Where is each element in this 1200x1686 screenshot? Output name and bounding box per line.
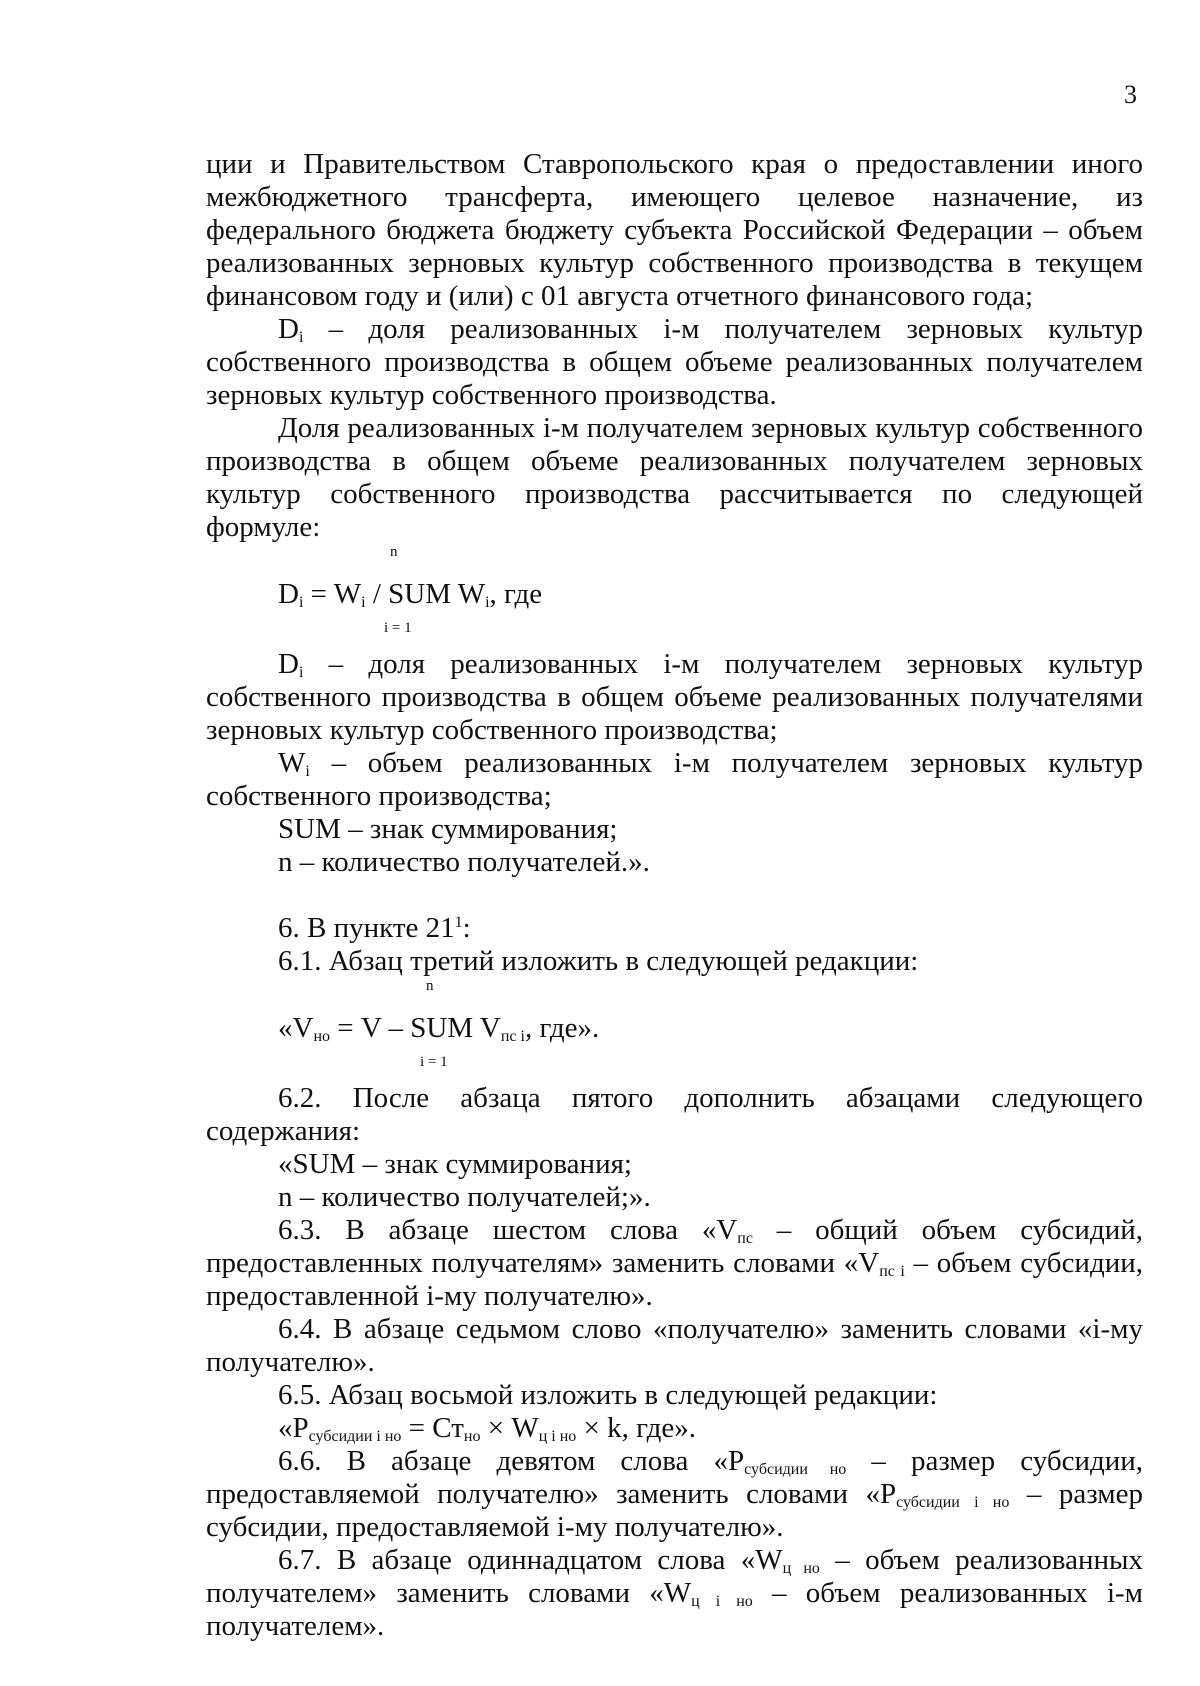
item-6-3: 6.3. В абзаце шестом слова «$V_{пс}$ – общий объем субсидий, предоставленных получателям» заменить словами «$V_{пс i}$ – объем субсидии, предоставленной i-му получателю». bbox=[206, 1214, 1143, 1312]
sum-lower-limit: i = 1 bbox=[420, 1054, 448, 1070]
paragraph-di-definition: $D_i$ – доля реализованных i-м получателем зерновых культур собственного производства в общем объеме реализованных получателем зерновых культур собственного производства. bbox=[206, 313, 1143, 411]
formula-di bbox=[278, 544, 1143, 644]
paragraph: n – количество получателей;». bbox=[278, 1181, 651, 1213]
paragraph-wi-definition: $W_i$ – объем реализованных i-м получателем зерновых культур собственного производства; bbox=[206, 747, 1143, 812]
item-6-1: 6.1. Абзац третий изложить в следующей редакции: bbox=[278, 945, 919, 977]
item-6-6: 6.6. В абзаце девятом слова «$P_{субсидии но}$ – размер субсидии, предоставляемой получателю» заменить словами «$P_{субсидии i но}$ – размер субсидии, предоставляемой i-му получателю». bbox=[206, 1445, 1144, 1543]
document-body bbox=[206, 148, 1143, 1643]
item-6-2: 6.2. После абзаца пятого дополнить абзацами следующего содержания: bbox=[206, 1082, 1143, 1147]
sum-upper-limit: n bbox=[426, 978, 434, 994]
sum-lower-limit: i = 1 bbox=[384, 620, 412, 636]
page-number: 3 bbox=[1124, 80, 1137, 109]
paragraph-di-definition-2: $D_i$ – доля реализованных i-м получателем зерновых культур собственного производства в общем объеме реализованных получателями зерновых культур собственного производства; bbox=[206, 648, 1143, 746]
formula-psubsidy: «$P_{субсидии i но} = Ст_{но} \times W_{ц i но} \times k$, где». bbox=[278, 1412, 696, 1445]
item-6-heading: 6. В пункте $21^1$: bbox=[278, 912, 471, 944]
paragraph: Доля реализованных i-м получателем зерновых культур собственного производства в общем объеме реализованных получателем зерновых культур собственного производства рассчитывается по следующей формуле: bbox=[206, 412, 1143, 543]
paragraph: n – количество получателей.». bbox=[278, 846, 650, 878]
item-6-5: 6.5. Абзац восьмой изложить в следующей редакции: bbox=[278, 1379, 938, 1411]
paragraph: «SUM – знак суммирования; bbox=[278, 1148, 632, 1180]
item-6-7: 6.7. В абзаце одиннадцатом слова «$W_{ц но}$ – объем реализованных получателем» заменить словами «$W_{ц i но}$ – объем реализованных i-м получателем». bbox=[206, 1544, 1144, 1642]
formula-vno bbox=[278, 978, 1143, 1078]
formula-vno-expression: «$V_{но} = V$ – SUM $V_{пс i}$, где». bbox=[278, 1012, 600, 1045]
paragraph: SUM – знак суммирования; bbox=[278, 813, 618, 845]
formula-di-expression: $D_i = W_i$ / SUM $W_i$, где bbox=[278, 578, 543, 611]
paragraph: ции и Правительством Ставропольского края о предоставлении иного межбюджетного трансферта, имеющего целевое назначение, из федерального бюджета бюджету субъекта Российской Федерации – объем реализованных зерновых культур собственного производства в текущем финансовом году и (или) с 01 августа отчетного финансового года; bbox=[206, 148, 1143, 312]
sum-upper-limit: n bbox=[390, 544, 398, 560]
item-6-4: 6.4. В абзаце седьмом слово «получателю» заменить словами «i-му получателю». bbox=[206, 1313, 1143, 1378]
